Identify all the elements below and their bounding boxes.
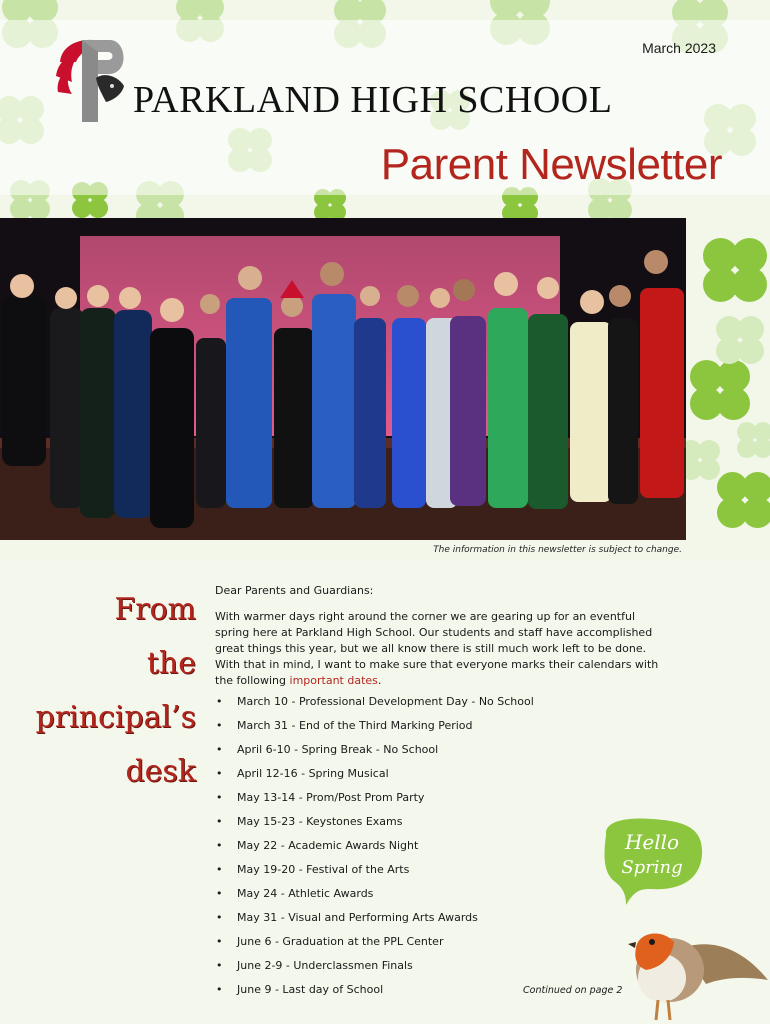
- important-dates-highlight: important dates: [289, 674, 378, 687]
- list-item: [215, 766, 655, 790]
- list-item: [215, 814, 655, 838]
- newsletter-title: Parent Newsletter: [380, 140, 722, 189]
- list-item: [215, 910, 655, 934]
- date-item-text: May 15-23 - Keystones Exams: [237, 815, 403, 828]
- date-item-text: May 31 - Visual and Performing Arts Awards: [237, 911, 478, 924]
- bullet: •: [216, 815, 223, 828]
- letter-greeting: Dear Parents and Guardians:: [215, 584, 374, 597]
- bullet: •: [216, 695, 223, 708]
- heading-line: From: [114, 592, 196, 627]
- hello-spring-badge: [596, 815, 708, 910]
- date-item-text: May 19-20 - Festival of the Arts: [237, 863, 410, 876]
- date-item-text: April 6-10 - Spring Break - No School: [237, 743, 439, 756]
- date-item-text: June 2-9 - Underclassmen Finals: [237, 959, 413, 972]
- group-photo: [0, 218, 686, 540]
- list-item: [215, 838, 655, 862]
- bullet: •: [216, 839, 223, 852]
- section-heading: [0, 583, 196, 799]
- date-item-text: May 22 - Academic Awards Night: [237, 839, 419, 852]
- list-item: [215, 934, 655, 958]
- important-dates-list: [215, 694, 655, 1006]
- heading-line: the: [146, 646, 196, 681]
- issue-date: March 2023: [642, 40, 716, 56]
- list-item: [215, 718, 655, 742]
- date-item-text: March 10 - Professional Development Day - No School: [237, 695, 534, 708]
- bullet: •: [216, 983, 223, 996]
- date-item-text: June 9 - Last day of School: [237, 983, 384, 996]
- badge-line-2: Spring: [621, 857, 683, 878]
- bullet: •: [216, 719, 223, 732]
- list-item: [215, 742, 655, 766]
- school-logo: [52, 32, 134, 124]
- list-item: [215, 886, 655, 910]
- list-item: [215, 694, 655, 718]
- bullet: •: [216, 935, 223, 948]
- letter-body: [215, 609, 665, 689]
- list-item: [215, 958, 655, 982]
- bullet: •: [216, 959, 223, 972]
- letter-body-end: .: [377, 674, 382, 687]
- bullet: •: [216, 767, 223, 780]
- bullet: •: [216, 911, 223, 924]
- date-item-text: March 31 - End of the Third Marking Period: [237, 719, 473, 732]
- school-name: PARKLAND HIGH SCHOOL: [133, 79, 613, 121]
- principal-letter: [215, 583, 665, 689]
- date-item-text: May 24 - Athletic Awards: [237, 887, 374, 900]
- heading-line: principal’s: [35, 700, 196, 735]
- list-item: [215, 790, 655, 814]
- bullet: •: [216, 887, 223, 900]
- date-item-text: May 13-14 - Prom/Post Prom Party: [237, 791, 425, 804]
- date-item-text: June 6 - Graduation at the PPL Center: [237, 935, 444, 948]
- robin-bird-icon: [622, 908, 770, 1024]
- badge-line-1: Hello: [624, 830, 680, 854]
- continued-note: Continued on page 2: [523, 985, 623, 996]
- heading-line: desk: [125, 754, 196, 789]
- list-item: [215, 862, 655, 886]
- bullet: •: [216, 791, 223, 804]
- date-item-text: April 12-16 - Spring Musical: [237, 767, 389, 780]
- letter-body-text: With warmer days right around the corner we are gearing up for an eventful spring here at Parkland High School. Our students and staff have accomplished great things this year, but we all know there is still much work left to be done. With that in mind, I want to make sure that everyone marks their calendars with the following: [215, 610, 659, 687]
- photo-caption: The information in this newsletter is subject to change.: [433, 545, 682, 555]
- bullet: •: [216, 863, 223, 876]
- bullet: •: [216, 743, 223, 756]
